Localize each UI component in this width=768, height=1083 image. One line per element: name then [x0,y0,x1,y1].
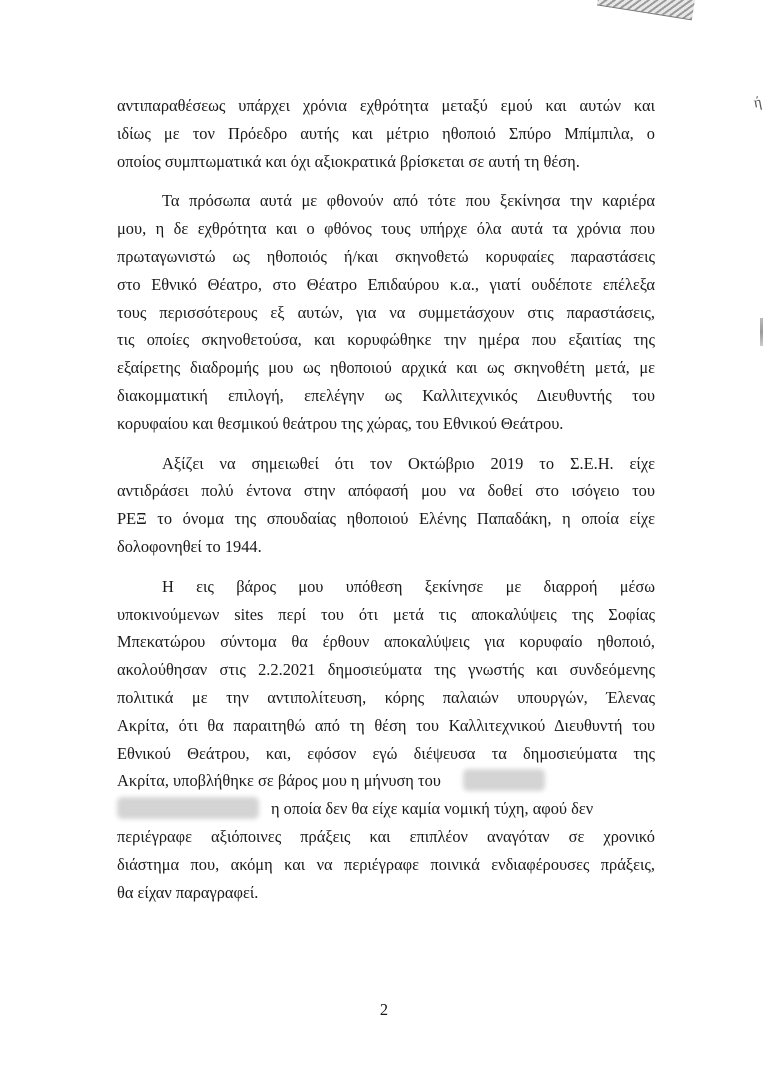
corner-stamp-mark [597,0,695,20]
document-body [117,92,655,906]
text-line: ιδίως με τον Πρόεδρο αυτής και μέτριο ηθοποιό Σπύρο Μπίμπιλα, ο [117,123,655,143]
text-line: διακομματική επιλογή, επελέγην ως Καλλιτεχνικός Διευθυντής του [117,385,655,405]
page-number: 2 [379,1000,389,1019]
redacted-name-block [117,797,259,819]
redacted-name-block [463,769,545,791]
text-line: θα είχαν παραγραφεί. [117,882,259,902]
margin-mark: ή [752,94,764,112]
text-line-with-redaction [117,795,655,823]
text-line: στο Εθνικό Θέατρο, στο Θέατρο Επιδαύρου κ.α., γιατί ουδέποτε επέλεξα [117,274,655,294]
text-line: Ακρίτα, ότι θα παραιτηθώ από τη θέση του Καλλιτεχνικού Διευθυντή του [117,715,655,735]
text-line: εξαίρετης διαδρομής μου ως ηθοποιού αρχικά και ως σκηνοθέτη μετά, με [117,358,655,378]
text-line: Αξίζει να σημειωθεί ότι τον Οκτώβριο 2019 το Σ.Ε.Η. είχε [162,453,655,473]
text-line: αντιπαραθέσεως υπάρχει χρόνια εχθρότητα μεταξύ εμού και αυτών και [117,96,655,115]
text-line: οποίος συμπτωματικά και όχι αξιοκρατικά βρίσκεται σε αυτή τη θέση. [117,151,580,171]
paragraph-1 [117,92,655,175]
text-line: πρωταγωνιστώ ως ηθοποιός ή/και σκηνοθετώ κορυφαίες παραστάσεις [117,246,655,266]
text-line: ακολούθησαν στις 2.2.2021 δημοσιεύματα της γνωστής και συνδεόμενης [117,660,655,680]
text-line: τις οποίες σκηνοθετούσα, και κορυφώθηκε την ημέρα που εξαιτίας της [117,330,655,350]
text-segment: η οποία δεν θα είχε καμία νομική τύχη, αφού δεν [271,799,594,819]
text-segment: Ακρίτα, υποβλήθηκε σε βάρος μου η μήνυση του [117,771,441,791]
text-line: Εθνικού Θεάτρου, και, εφόσον εγώ διέψευσα τα δημοσιεύματα της [117,743,655,763]
text-line: Μπεκατώρου σύντομα θα έρθουν αποκαλύψεις για κορυφαίο ηθοποιό, [117,632,655,652]
paragraph-2 [117,187,655,437]
text-line: διάστημα που, ακόμη και να περιέγραφε ποινικά ενδιαφέρουσες πράξεις, [117,854,655,874]
text-line: περιέγραφε αξιόποινες πράξεις και επιπλέον αναγόταν σε χρονικό [117,826,655,846]
text-line: πολιτικά με την αντιπολίτευση, κόρης παλαιών υπουργών, Έλενας [117,687,655,707]
text-line: Η εις βάρος μου υπόθεση ξεκίνησε με διαρροή μέσω [162,576,655,596]
paragraph-3 [117,450,655,561]
text-line: τους περισσότερους εξ αυτών, για να συμμετάσχουν στις παραστάσεις, [117,302,655,322]
margin-tick-mark [760,318,763,346]
text-line-with-redaction [117,767,655,795]
text-line: μου, η δε εχθρότητα και ο φθόνος τους υπήρχε όλα αυτά τα χρόνια που [117,219,655,239]
text-line: δολοφονηθεί το 1944. [117,536,262,556]
text-line: αντιδράσει πολύ έντονα στην απόφασή μου να δοθεί στο ισόγειο του [117,481,655,501]
paragraph-4 [117,573,655,907]
text-line: ΡΕΞ το όνομα της σπουδαίας ηθοποιού Ελένης Παπαδάκη, η οποία είχε [117,509,655,529]
text-line: υποκινούμενων sites περί του ότι μετά τις αποκαλύψεις της Σοφίας [117,604,655,624]
text-line: κορυφαίου και θεσμικού θεάτρου της χώρας, του Εθνικού Θεάτρου. [117,413,564,433]
text-line: Τα πρόσωπα αυτά με φθονούν από τότε που ξεκίνησα την καριέρα [162,191,655,211]
